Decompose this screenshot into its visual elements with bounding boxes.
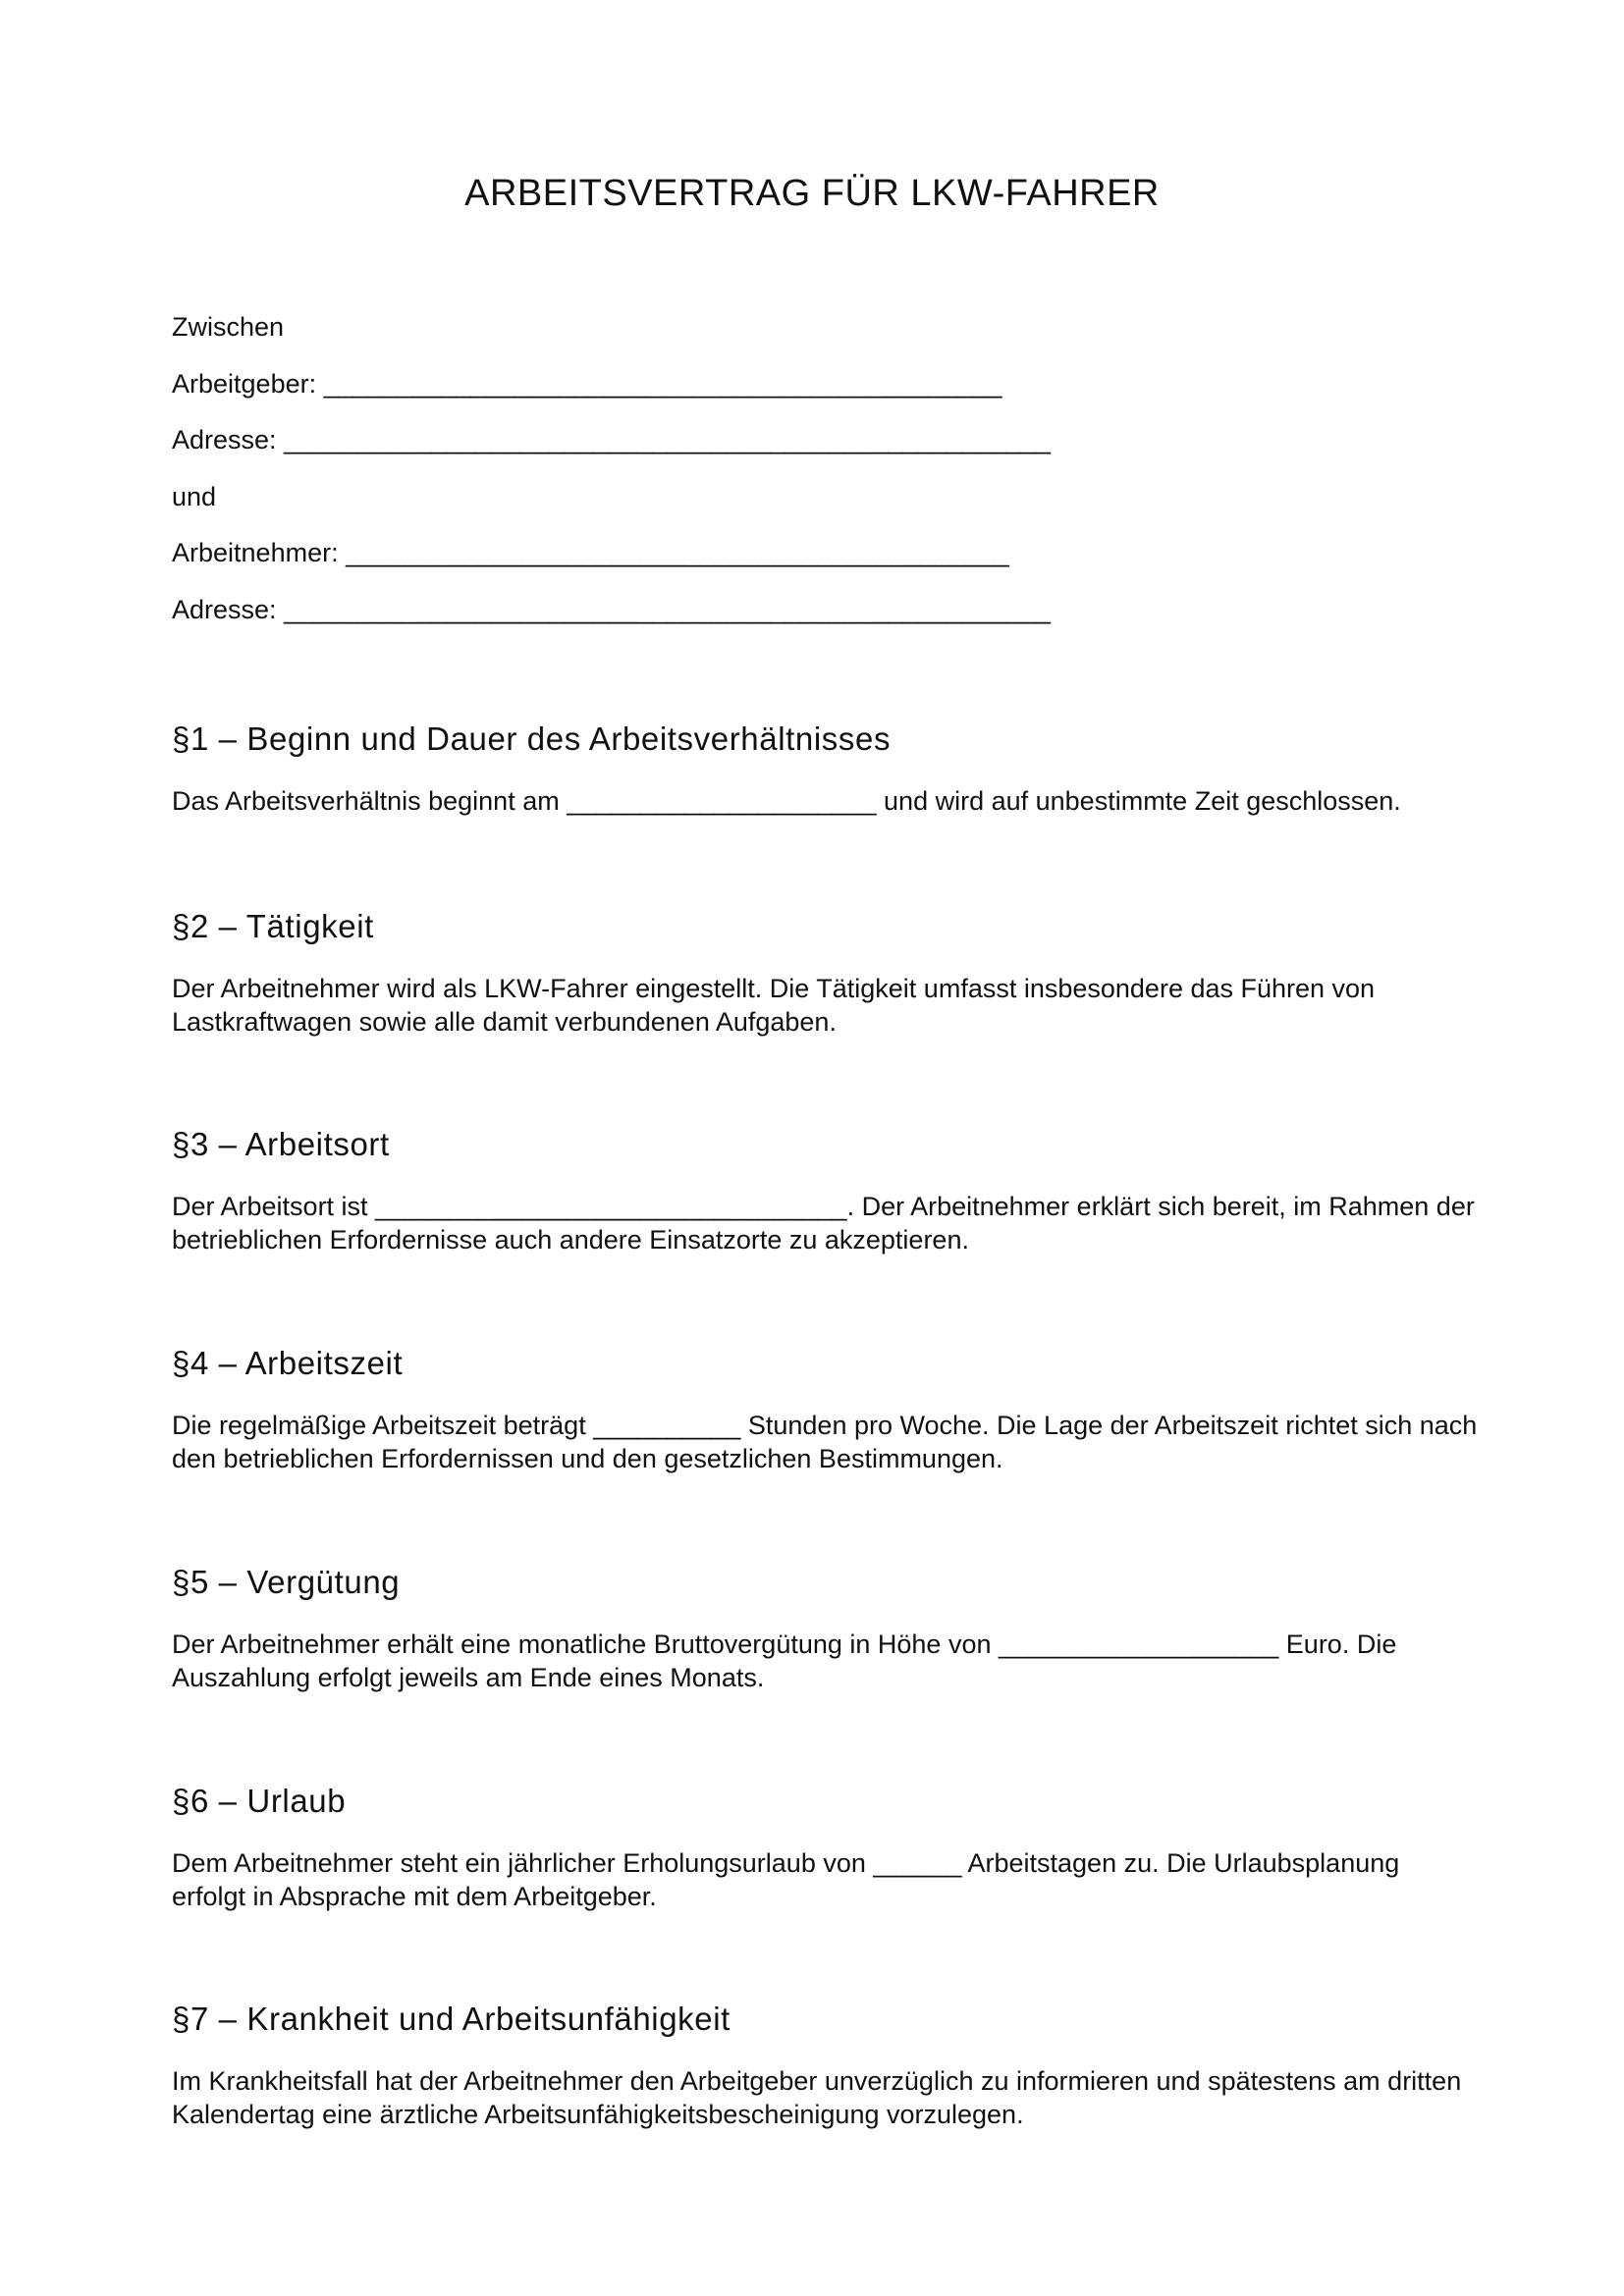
section-heading: §3 – Arbeitsort bbox=[172, 1126, 390, 1162]
employee-address-field: Adresse: ____________________________________________________ bbox=[172, 594, 1051, 624]
section-1 bbox=[172, 720, 1478, 818]
section-heading: §6 – Urlaub bbox=[172, 1783, 347, 1819]
section-body: Das Arbeitsverhältnis beginnt am _____________________ und wird auf unbestimmte Zeit geschlossen. bbox=[172, 786, 1401, 816]
section-4 bbox=[172, 1344, 1478, 1475]
section-body: Die regelmäßige Arbeitszeit beträgt __________ Stunden pro Woche. Die Lage der Arbeitszeit richtet sich nach den betrieblichen Erfordernissen und den gesetzlichen Bestimmungen. bbox=[172, 1411, 1478, 1473]
section-heading: §7 – Krankheit und Arbeitsunfähigkeit bbox=[172, 2001, 731, 2037]
section-2 bbox=[172, 907, 1478, 1039]
section-heading: §4 – Arbeitszeit bbox=[172, 1345, 404, 1381]
section-body: Der Arbeitsort ist ________________________________. Der Arbeitnehmer erklärt sich bereit, im Rahmen der betrieblichen Erfordernisse auch andere Einsatzorte zu akzeptieren. bbox=[172, 1192, 1475, 1255]
parties-conjunction: und bbox=[172, 481, 217, 511]
section-5 bbox=[172, 1563, 1478, 1694]
document-title: ARBEITSVERTRAG FÜR LKW-FAHRER bbox=[464, 173, 1160, 214]
section-heading: §5 – Vergütung bbox=[172, 1564, 401, 1600]
section-body: Der Arbeitnehmer erhält eine monatliche Bruttovergütung in Höhe von ___________________ Euro. Die Auszahlung erfolgt jeweils am Ende eines Monats. bbox=[172, 1629, 1397, 1692]
contract-parties bbox=[172, 308, 1448, 647]
section-7 bbox=[172, 2000, 1478, 2131]
employer-address-field: Adresse: ____________________________________________________ bbox=[172, 425, 1051, 454]
section-heading: §2 – Tätigkeit bbox=[172, 908, 374, 944]
section-body: Dem Arbeitnehmer steht ein jährlicher Erholungsurlaub von ______ Arbeitstagen zu. Die Urlaubsplanung erfolgt in Absprache mit dem Arbeitgeber. bbox=[172, 1848, 1400, 1911]
section-heading: §1 – Beginn und Dauer des Arbeitsverhältnisses bbox=[172, 721, 892, 757]
parties-intro: Zwischen bbox=[172, 312, 285, 342]
section-body: Der Arbeitnehmer wird als LKW-Fahrer eingestellt. Die Tätigkeit umfasst insbesondere das Führen von Lastkraftwagen sowie alle damit verbundenen Aufgaben. bbox=[172, 974, 1376, 1037]
section-6 bbox=[172, 1782, 1478, 1913]
employer-field: Arbeitgeber: ______________________________________________ bbox=[172, 368, 1002, 399]
section-3 bbox=[172, 1125, 1478, 1256]
section-body: Im Krankheitsfall hat der Arbeitnehmer den Arbeitgeber unverzüglich zu informieren und spätestens am dritten Kalendertag eine ärztliche Arbeitsunfähigkeitsbescheinigung vorzulegen. bbox=[172, 2066, 1462, 2129]
employee-field: Arbeitnehmer: _____________________________________________ bbox=[172, 538, 1009, 567]
